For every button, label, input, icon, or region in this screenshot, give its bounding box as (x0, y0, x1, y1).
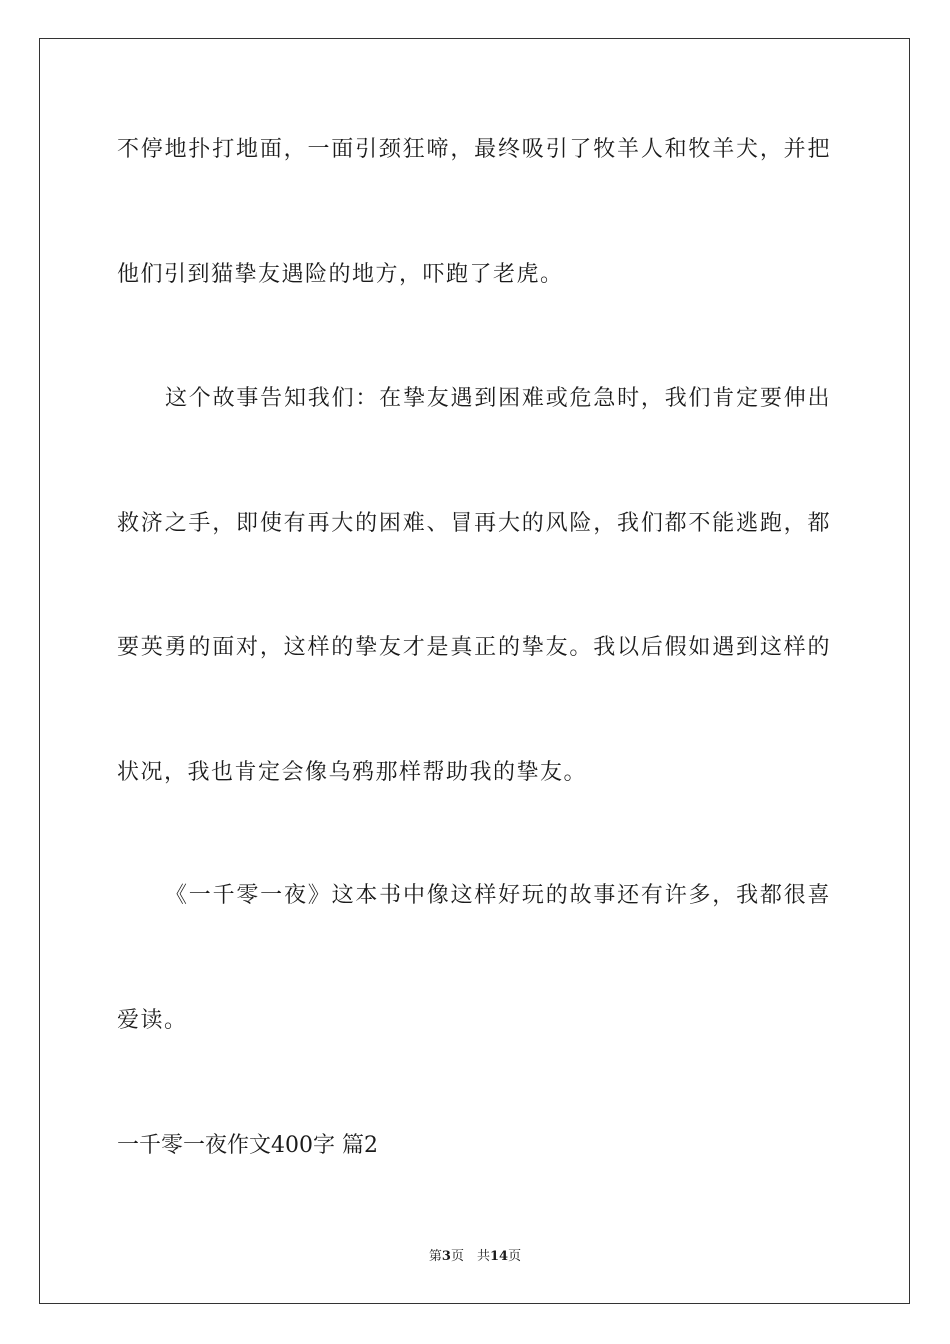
section-heading: 一千零一夜作文400字 篇2 (117, 1133, 378, 1158)
paragraph-line-3: 这个故事告知我们：在挚友遇到困难或危急时，我们肯定要伸出 (165, 386, 831, 411)
paragraph-line-8: 爱读。 (117, 1008, 188, 1033)
paragraph-line-2: 他们引到猫挚友遇险的地方，吓跑了老虎。 (117, 262, 564, 287)
footer-current-page: 3 (441, 1249, 451, 1264)
paragraph-line-4: 救济之手，即使有再大的困难、冒再大的风险，我们都不能逃跑，都 (117, 511, 831, 536)
paragraph-line-5: 要英勇的面对，这样的挚友才是真正的挚友。我以后假如遇到这样的 (117, 635, 831, 660)
page-footer (0, 1249, 950, 1265)
paragraph-line-7: 《一千零一夜》这本书中像这样好玩的故事还有许多，我都很喜 (165, 883, 831, 908)
paragraph-line-6: 状况，我也肯定会像乌鸦那样帮助我的挚友。 (117, 760, 588, 785)
footer-total-pages: 14 (489, 1249, 509, 1264)
paragraph-line-1: 不停地扑打地面，一面引颈狂啼，最终吸引了牧羊人和牧羊犬，并把 (117, 137, 831, 162)
footer-mid: 页 共 (450, 1249, 490, 1264)
footer-prefix: 第 (428, 1249, 442, 1264)
footer-suffix: 页 (508, 1249, 522, 1264)
page-border (39, 38, 910, 1304)
